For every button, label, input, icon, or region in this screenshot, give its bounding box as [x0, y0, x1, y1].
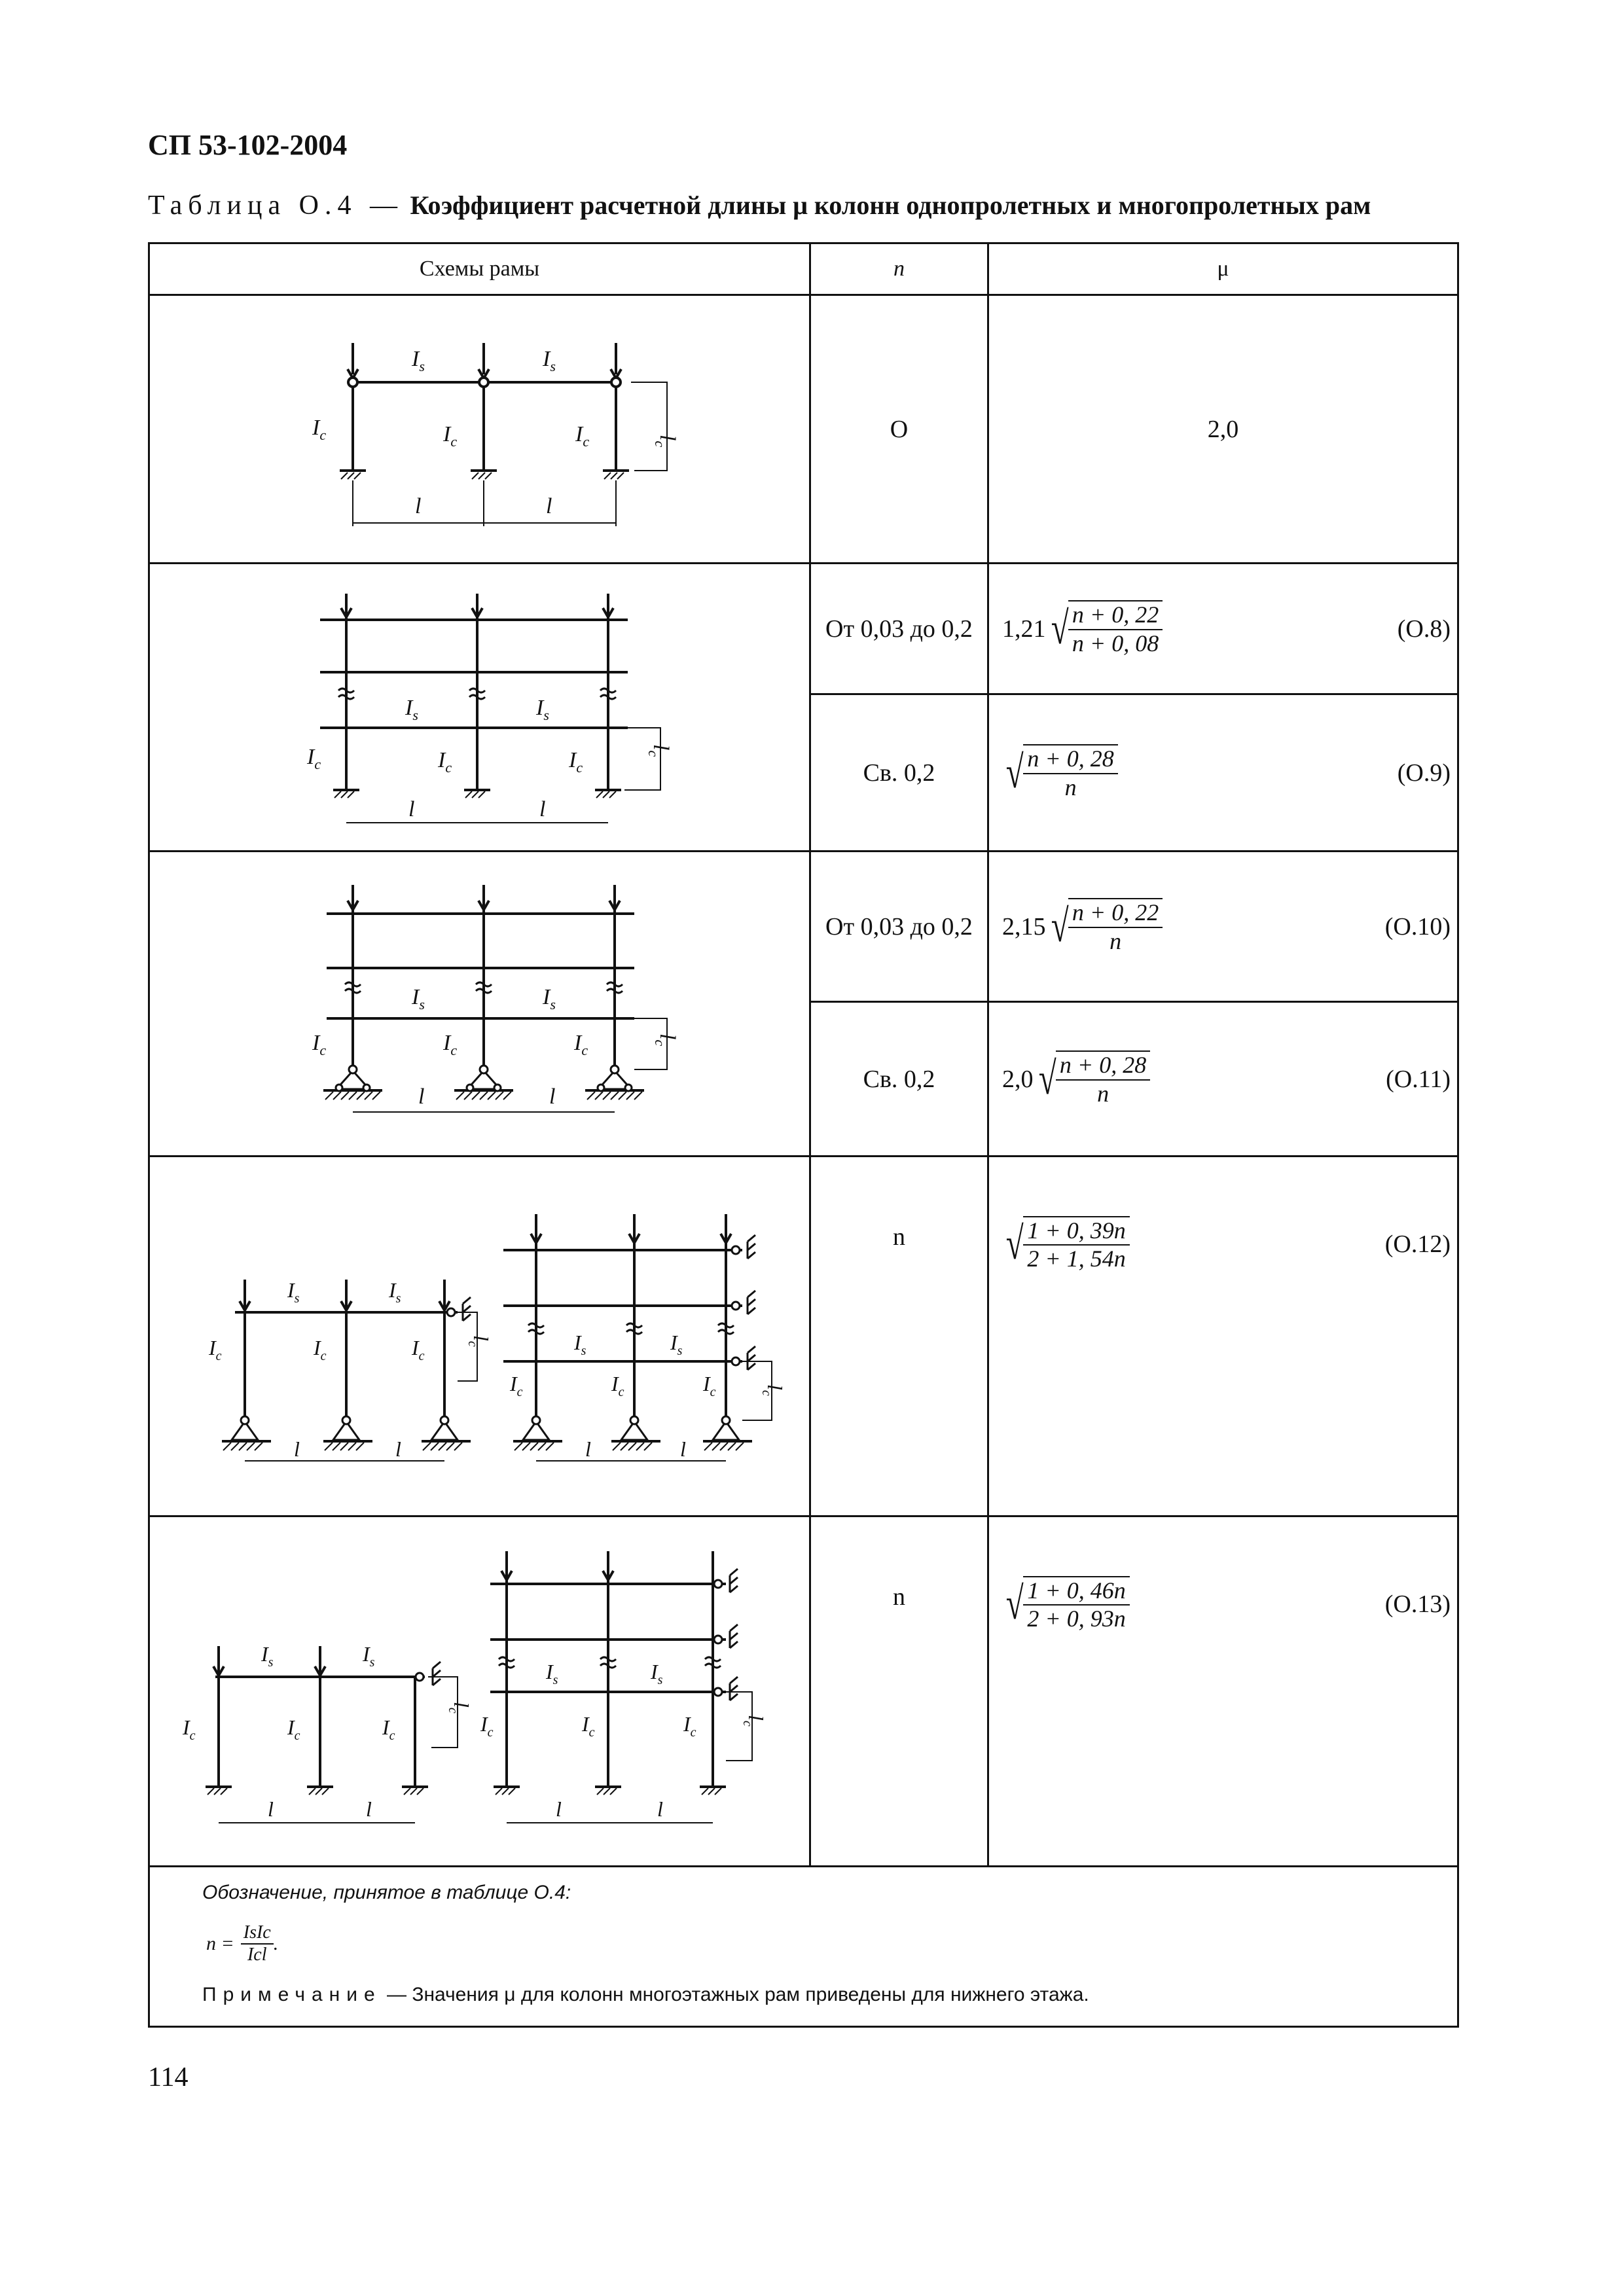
svg-text:Ic: $I_c$ [287, 1715, 300, 1743]
equation-number: (О.12) [1384, 1230, 1451, 1259]
header-n: n [810, 243, 988, 295]
formula-denominator: n [1110, 927, 1122, 954]
svg-text:Ic: $I_c$ [438, 747, 452, 776]
svg-text:lc: $l_c$ [652, 434, 679, 447]
formula-numerator: n + 0, 22 [1068, 899, 1163, 927]
formula-coefficient: 1,21 [1002, 615, 1046, 643]
n-range: Св. 0,2 [810, 694, 988, 852]
svg-text:l: l [546, 493, 552, 518]
n-definition-formula: n = $\frac{\text{IsIc}}{\text{Icl}}$ . [206, 1922, 279, 1965]
frame-diagram [150, 1518, 807, 1865]
mu-value: 2,0 [988, 295, 1458, 564]
n-value: n [810, 1157, 988, 1516]
svg-text:Is: $I_s$ [389, 1278, 401, 1306]
svg-text:l: l [395, 1437, 401, 1461]
svg-text:l: l [366, 1797, 372, 1821]
mu-formula: √ $\frac{1 + 0, 39n}{2 + 1, 54n}$ (О.12) [988, 1157, 1458, 1516]
mu-formula: √ $\frac{1 + 0, 46n}{2 + 0, 93n}$ (О.13) [988, 1516, 1458, 1867]
svg-text:l: l [268, 1797, 274, 1821]
n-range: Св. 0,2 [810, 1002, 988, 1157]
svg-text:Ic: $I_c$ [574, 1030, 588, 1058]
svg-text:l: l [415, 493, 422, 518]
note-prefix: Примечание [202, 1984, 382, 2005]
formula-numerator: n + 0, 28 [1023, 745, 1117, 774]
scheme-fixed-with-lateral-supports [149, 1516, 810, 1867]
table-header-row [149, 243, 1458, 295]
formula-denominator: n [1097, 1080, 1110, 1107]
n-range: От 0,03 до 0,2 [810, 852, 988, 1002]
formula-denominator: 2 + 0, 93n [1027, 1605, 1126, 1632]
svg-text:Is: $I_s$ [363, 1641, 375, 1670]
table-row [149, 852, 1458, 1002]
header-mu: μ [988, 243, 1458, 295]
svg-text:l: l [549, 1084, 556, 1109]
formula-lhs: n = [206, 1933, 234, 1954]
mu-formula: 1,21 √ $\frac{n + 0, 22}{n + 0, 08}$ (О.8) [988, 564, 1458, 694]
mu-formula: 2,0 √ $\frac{n + 0, 28}{n}$ (О.11) [988, 1002, 1458, 1157]
svg-text:l: l [556, 1797, 562, 1821]
svg-text:l: l [408, 797, 415, 821]
svg-text:Ic: $I_c$ [312, 1030, 327, 1058]
table-row [149, 564, 1458, 694]
n-value: n [810, 1516, 988, 1867]
scheme-hinged-with-lateral-supports [149, 1157, 810, 1516]
formula-denominator: n + 0, 08 [1072, 630, 1159, 656]
svg-text:l: l [680, 1437, 686, 1461]
scheme-multi-story-fixed [149, 564, 810, 852]
svg-text:Ic: $I_c$ [382, 1715, 395, 1743]
formula-numerator: IsIc [241, 1922, 274, 1945]
svg-text:Is: $I_s$ [670, 1330, 683, 1358]
table-caption [148, 190, 1371, 221]
note-text [202, 1984, 1405, 2006]
frame-diagram [150, 567, 807, 848]
frame-diagram [150, 853, 807, 1155]
svg-text:Ic: $I_c$ [314, 1335, 327, 1363]
mu-formula: √ $\frac{n + 0, 28}{n}$ (О.9) [988, 694, 1458, 852]
equation-number: (О.9) [1397, 759, 1451, 787]
svg-text:Ic: $I_c$ [307, 744, 321, 772]
equation-number: (О.10) [1384, 912, 1451, 941]
svg-text:Ic: $I_c$ [683, 1712, 696, 1740]
n-value: О [810, 295, 988, 564]
svg-text:Ic: $I_c$ [209, 1335, 222, 1363]
svg-text:Ic: $I_c$ [443, 422, 458, 450]
scheme-multi-story-hinged [149, 852, 810, 1157]
table-row [149, 1157, 1458, 1516]
formula-numerator: 1 + 0, 39n [1023, 1217, 1129, 1246]
svg-text:Is: $I_s$ [261, 1641, 274, 1670]
svg-text:Is: $I_s$ [412, 346, 425, 374]
frame-diagram [150, 297, 807, 562]
svg-text:Is: $I_s$ [543, 984, 556, 1013]
page-number: 114 [148, 2062, 189, 2092]
svg-text:Is: $I_s$ [536, 695, 549, 723]
table-note [149, 1867, 1458, 2027]
svg-text:Is: $I_s$ [651, 1659, 663, 1687]
svg-text:l: l [294, 1437, 300, 1461]
svg-text:Ic: $I_c$ [480, 1712, 494, 1740]
formula-coefficient: 2,15 [1002, 912, 1046, 941]
svg-text:lc: $l_c$ [465, 1335, 493, 1347]
coefficient-table [148, 242, 1459, 2028]
n-range: От 0,03 до 0,2 [810, 564, 988, 694]
svg-text:Is: $I_s$ [574, 1330, 586, 1358]
svg-text:lc: $l_c$ [645, 744, 673, 757]
caption-title: Коэффициент расчетной длины μ колонн однопролетных и многопролетных рам [410, 190, 1371, 220]
svg-text:l: l [539, 797, 546, 821]
caption-label: Таблица О.4 — [148, 190, 403, 221]
equation-number: (О.8) [1397, 615, 1451, 643]
svg-text:Ic: $I_c$ [312, 415, 327, 443]
svg-text:Ic: $I_c$ [412, 1335, 425, 1363]
mu-formula: 2,15 √ $\frac{n + 0, 22}{n}$ (О.10) [988, 852, 1458, 1002]
formula-denominator: 2 + 1, 54n [1027, 1246, 1126, 1272]
svg-text:Ic: $I_c$ [569, 747, 583, 776]
svg-text:lc: $l_c$ [652, 1033, 679, 1046]
note-body: — Значения μ для колонн многоэтажных рам приведены для нижнего этажа. [381, 1984, 1089, 2005]
svg-text:lc: $l_c$ [759, 1384, 787, 1396]
document-code: СП 53-102-2004 [148, 129, 348, 161]
svg-text:Ic: $I_c$ [575, 422, 590, 450]
svg-text:Ic: $I_c$ [510, 1371, 523, 1399]
designation-title: Обозначение, принятое в таблице О.4: [202, 1882, 571, 1903]
svg-text:l: l [418, 1084, 425, 1109]
svg-text:lc: $l_c$ [740, 1714, 768, 1727]
svg-text:Is: $I_s$ [287, 1278, 300, 1306]
svg-text:Ic: $I_c$ [582, 1712, 595, 1740]
formula-denominator: Icl [247, 1945, 267, 1965]
svg-text:Ic: $I_c$ [443, 1030, 458, 1058]
frame-diagram [150, 1158, 807, 1515]
svg-text:Ic: $I_c$ [611, 1371, 624, 1399]
table-row [149, 1516, 1458, 1867]
svg-text:Is: $I_s$ [412, 984, 425, 1013]
header-scheme: Схемы рамы [149, 243, 810, 295]
svg-text:Is: $I_s$ [546, 1659, 558, 1687]
equation-number: (О.13) [1384, 1590, 1451, 1619]
formula-numerator: n + 0, 22 [1068, 601, 1163, 630]
svg-text:lc: $l_c$ [446, 1701, 473, 1713]
equation-number: (О.11) [1386, 1065, 1451, 1093]
formula-numerator: 1 + 0, 46n [1023, 1577, 1129, 1605]
svg-text:Is: $I_s$ [405, 695, 418, 723]
formula-coefficient: 2,0 [1002, 1065, 1034, 1093]
svg-text:Ic: $I_c$ [183, 1715, 196, 1743]
formula-denominator: n [1064, 774, 1077, 800]
table-note-row [149, 1867, 1458, 2027]
svg-text:Is: $I_s$ [543, 346, 556, 374]
svg-text:l: l [585, 1437, 591, 1461]
svg-text:l: l [657, 1797, 663, 1821]
svg-text:Ic: $I_c$ [703, 1371, 716, 1399]
scheme-single-story-fixed [149, 295, 810, 564]
formula-numerator: n + 0, 28 [1056, 1052, 1150, 1080]
table-row [149, 295, 1458, 564]
